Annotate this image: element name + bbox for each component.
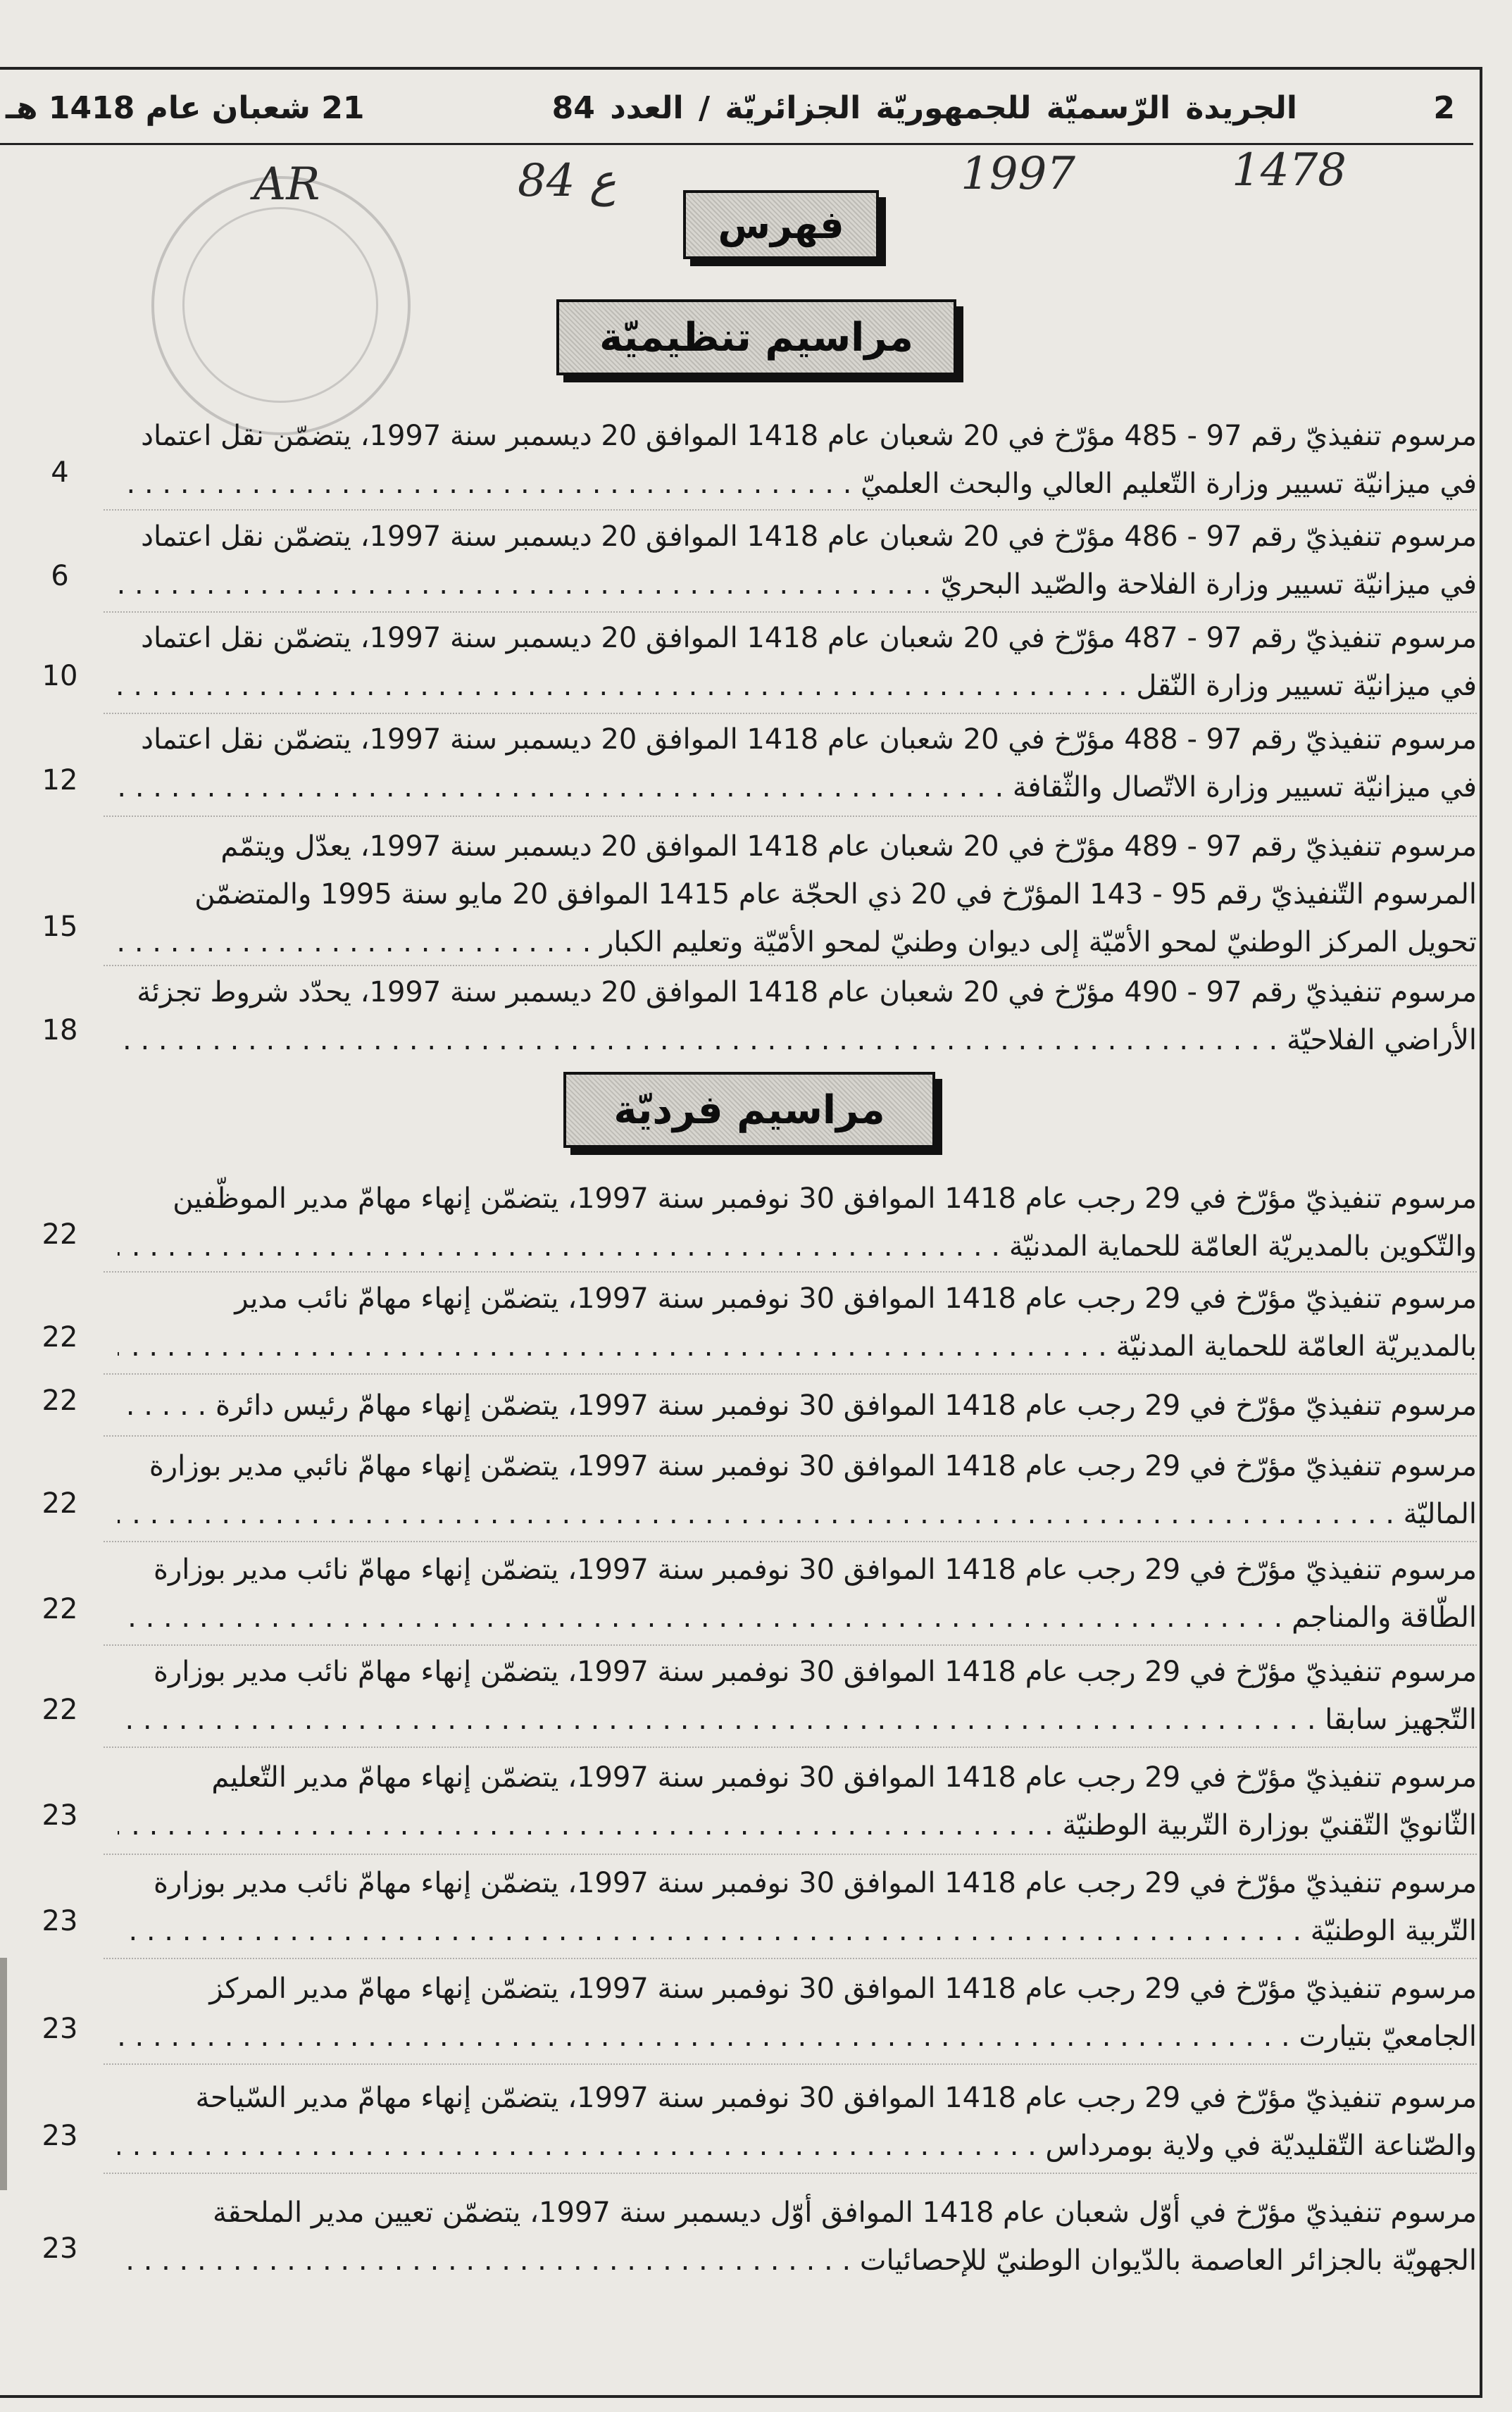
toc-entry <box>118 1442 1477 1538</box>
entry-line: مرسوم تنفيذيّ مؤرّخ في أوّل شعبان عام 1418 الموافق أوّل ديسمبر سنة 1997، يتضمّن تعيين مدير الملحقة <box>212 2197 1477 2229</box>
entry-line: مرسوم تنفيذيّ مؤرّخ في 29 رجب عام 1418 الموافق 30 نوفمبر سنة 1997، يتضمّن إنهاء مهامّ رئيس دائرة . . . <box>118 1382 1477 1430</box>
toc-entry <box>118 513 1477 608</box>
toc-entry <box>118 1175 1477 1270</box>
entry-line: مرسوم تنفيذيّ رقم 97 - 486 مؤرّخ في 20 شعبان عام 1418 الموافق 20 ديسمبر سنة 1997، يتضمّن نقل اعتماد <box>141 520 1477 553</box>
entry-page-number: 22 <box>42 1487 78 1520</box>
entry-divider <box>104 611 1477 613</box>
entry-page-number: 23 <box>42 2120 78 2152</box>
toc-entry <box>118 1382 1477 1430</box>
section-title-box <box>556 299 956 375</box>
handwritten-initials: AR <box>254 158 320 211</box>
entry-line: والصّناعة التّقليديّة في ولاية بومرداس . . . <box>118 2122 1477 2170</box>
entry-line: التّجهيز سابقا . . . <box>118 1696 1477 1744</box>
entry-line: المرسوم التّنفيذيّ رقم 95 - 143 المؤرّخ في 20 ذي الحجّة عام 1415 الموافق 20 مايو سنة 1995 والمتضمّن <box>194 878 1477 911</box>
entry-divider <box>104 1373 1477 1375</box>
entry-line: مرسوم تنفيذيّ مؤرّخ في 29 رجب عام 1418 الموافق 30 نوفمبر سنة 1997، يتضمّن إنهاء مهامّ مدير المركز <box>209 1973 1477 2005</box>
toc-entry <box>118 1754 1477 1849</box>
page-header <box>0 77 1473 145</box>
entry-line: في ميزانيّة تسيير وزارة التّعليم العالي والبحث العلميّ . . . <box>118 460 1477 508</box>
entry-divider <box>104 1271 1477 1273</box>
page-number: 2 <box>1433 90 1455 126</box>
entry-line: مرسوم تنفيذيّ رقم 97 - 488 مؤرّخ في 20 شعبان عام 1418 الموافق 20 ديسمبر سنة 1997، يتضمّن نقل اعتماد <box>141 723 1477 756</box>
toc-entry <box>118 1546 1477 1642</box>
section-title-box <box>563 1072 935 1148</box>
entry-divider <box>104 816 1477 817</box>
entry-line: مرسوم تنفيذيّ رقم 97 - 485 مؤرّخ في 20 شعبان عام 1418 الموافق 20 ديسمبر سنة 1997، يتضمّن نقل اعتماد <box>141 420 1477 452</box>
entry-line: مرسوم تنفيذيّ مؤرّخ في 29 رجب عام 1418 الموافق 30 نوفمبر سنة 1997، يتضمّن إنهاء مهامّ مدير السّياحة <box>195 2082 1477 2114</box>
issue-date: 21 شعبان عام 1418 هـ <box>6 90 365 126</box>
entry-line: مرسوم تنفيذيّ مؤرّخ في 29 رجب عام 1418 الموافق 30 نوفمبر سنة 1997، يتضمّن إنهاء مهامّ مدير الموظّفين <box>173 1182 1477 1215</box>
entry-line: مرسوم تنفيذيّ مؤرّخ في 29 رجب عام 1418 الموافق 30 نوفمبر سنة 1997، يتضمّن إنهاء مهامّ نائب مدير بوزارة <box>153 1867 1477 1899</box>
entry-divider <box>104 509 1477 511</box>
entry-line: مرسوم تنفيذيّ مؤرّخ في 29 رجب عام 1418 الموافق 30 نوفمبر سنة 1997، يتضمّن إنهاء مهامّ نائب مدير <box>235 1282 1477 1315</box>
handwritten-number: 1478 <box>1232 144 1347 196</box>
toc-entry <box>118 968 1477 1064</box>
toc-entry <box>118 1965 1477 2061</box>
entry-page-number: 22 <box>42 1321 78 1354</box>
entry-line: في ميزانيّة تسيير وزارة النّقل . . . <box>118 662 1477 710</box>
entry-page-number: 23 <box>42 2232 78 2265</box>
entry-divider <box>104 1746 1477 1748</box>
toc-entry <box>118 716 1477 811</box>
toc-entry <box>118 2074 1477 2170</box>
entry-line: الجهويّة بالجزائر العاصمة بالدّيوان الوطنيّ للإحصائيات . . . <box>118 2237 1477 2285</box>
entry-divider <box>104 713 1477 714</box>
entry-page-number: 10 <box>42 660 78 692</box>
journal-title: الجريدة الرّسميّة للجمهوريّة الجزائريّة / العدد 84 <box>551 90 1297 126</box>
toc-entry <box>118 823 1477 966</box>
handwritten-year: 1997 <box>961 148 1075 200</box>
entry-page-number: 12 <box>42 764 78 796</box>
entry-page-number: 4 <box>51 456 69 489</box>
entry-line: في ميزانيّة تسيير وزارة الاتّصال والثّقافة . . . <box>118 763 1477 811</box>
entry-divider <box>104 1644 1477 1646</box>
entry-page-number: 23 <box>42 1905 78 1937</box>
entry-divider <box>104 1435 1477 1437</box>
entry-page-number: 22 <box>42 1218 78 1251</box>
entry-line: الطّاقة والمناجم . . . <box>118 1594 1477 1642</box>
entry-page-number: 6 <box>51 560 69 592</box>
entry-line: الماليّة . . . <box>118 1490 1477 1538</box>
entry-page-number: 15 <box>42 911 78 943</box>
toc-entry <box>118 1859 1477 1955</box>
entry-line: الأراضي الفلاحيّة . . . <box>118 1016 1477 1064</box>
entry-divider <box>104 965 1477 966</box>
entry-line: الثّانويّ التّقنيّ بوزارة التّربية الوطنيّة . . . <box>118 1801 1477 1849</box>
toc-entry <box>118 614 1477 710</box>
entry-line: مرسوم تنفيذيّ مؤرّخ في 29 رجب عام 1418 الموافق 30 نوفمبر سنة 1997، يتضمّن إنهاء مهامّ نائب مدير بوزارة <box>153 1656 1477 1688</box>
entry-line: مرسوم تنفيذيّ رقم 97 - 489 مؤرّخ في 20 شعبان عام 1418 الموافق 20 ديسمبر سنة 1997، يعدّل ويتمّم <box>220 830 1477 863</box>
entry-line: في ميزانيّة تسيير وزارة الفلاحة والصّيد البحريّ . . . <box>118 561 1477 608</box>
index-title-box <box>683 190 879 259</box>
entry-divider <box>104 1541 1477 1542</box>
handwritten-issue: 84 ع <box>518 155 616 207</box>
entry-page-number: 23 <box>42 2013 78 2045</box>
entry-divider <box>104 2063 1477 2065</box>
entry-line: تحويل المركز الوطنيّ لمحو الأمّيّة إلى ديوان وطنيّ لمحو الأمّيّة وتعليم الكبار . . . <box>118 918 1477 966</box>
entry-divider <box>104 1854 1477 1855</box>
entry-line: التّربية الوطنيّة . . . <box>118 1907 1477 1955</box>
entry-page-number: 22 <box>42 1694 78 1726</box>
entry-line: بالمديريّة العامّة للحماية المدنيّة . . . <box>118 1323 1477 1370</box>
entry-line: مرسوم تنفيذيّ رقم 97 - 490 مؤرّخ في 20 شعبان عام 1418 الموافق 20 ديسمبر سنة 1997، يحدّد شروط تجزئة <box>137 976 1477 1008</box>
toc-entry <box>118 2189 1477 2285</box>
entry-line: مرسوم تنفيذيّ مؤرّخ في 29 رجب عام 1418 الموافق 30 نوفمبر سنة 1997، يتضمّن إنهاء مهامّ نائبي مدير بوزارة <box>149 1450 1477 1482</box>
entry-line: مرسوم تنفيذيّ مؤرّخ في 29 رجب عام 1418 الموافق 30 نوفمبر سنة 1997، يتضمّن إنهاء مهامّ نائب مدير بوزارة <box>153 1554 1477 1586</box>
entry-line: مرسوم تنفيذيّ رقم 97 - 487 مؤرّخ في 20 شعبان عام 1418 الموافق 20 ديسمبر سنة 1997، يتضمّن نقل اعتماد <box>141 622 1477 654</box>
section-title-regulatory: مراسيم تنظيميّة <box>599 314 913 361</box>
entry-divider <box>104 1958 1477 1959</box>
toc-entry <box>118 412 1477 508</box>
toc-entry <box>118 1275 1477 1370</box>
entry-line: والتّكوين بالمديريّة العامّة للحماية المدنيّة . . . <box>118 1223 1477 1270</box>
index-title: فهرس <box>718 202 844 247</box>
entry-line: مرسوم تنفيذيّ مؤرّخ في 29 رجب عام 1418 الموافق 30 نوفمبر سنة 1997، يتضمّن إنهاء مهامّ مدير التّعليم <box>211 1761 1477 1794</box>
entry-page-number: 22 <box>42 1593 78 1625</box>
entry-page-number: 22 <box>42 1385 78 1417</box>
entry-line: الجامعيّ بتيارت . . . <box>118 2013 1477 2061</box>
entry-divider <box>104 2173 1477 2174</box>
toc-entry <box>118 1648 1477 1744</box>
archive-stamp <box>151 176 411 435</box>
entry-page-number: 23 <box>42 1799 78 1832</box>
entry-page-number: 18 <box>42 1014 78 1046</box>
section-title-individual: مراسيم فرديّة <box>613 1087 885 1133</box>
